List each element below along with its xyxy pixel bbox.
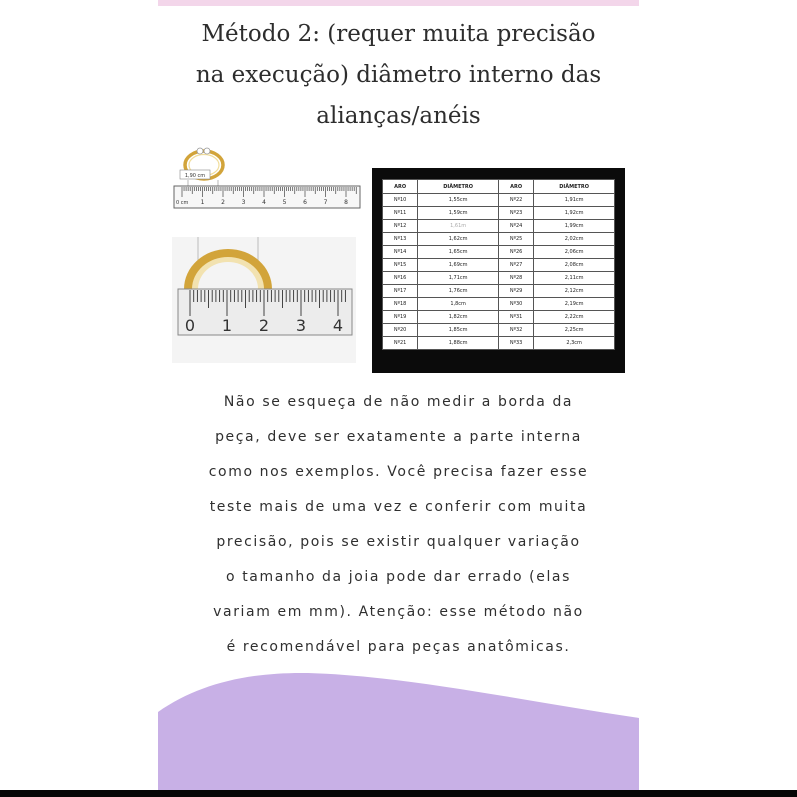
table-row <box>383 272 615 285</box>
instruction-text <box>158 385 639 665</box>
ruler-number: 3 <box>241 199 246 206</box>
table-cell: Nº11 <box>383 207 418 220</box>
table-cell: Nº10 <box>383 194 418 207</box>
decorative-wave <box>158 660 639 790</box>
ring-size-table <box>382 179 615 350</box>
table-cell: Nº25 <box>498 233 533 246</box>
ruler-number: 8 <box>344 199 348 206</box>
bottom-border <box>0 790 797 797</box>
table-row <box>383 298 615 311</box>
table-cell: Nº28 <box>498 272 533 285</box>
table-cell: 1,85cm <box>418 324 499 337</box>
ring-size-table-frame <box>372 168 625 373</box>
table-cell: 2,11cm <box>534 272 615 285</box>
body-line: teste mais de uma vez e conferir com muita <box>209 499 588 515</box>
table-cell: 1,99cm <box>534 220 615 233</box>
ruler-number: 6 <box>303 199 307 206</box>
ruler-number: 5 <box>282 199 287 206</box>
table-cell: Nº18 <box>383 298 418 311</box>
table-cell: Nº27 <box>498 259 533 272</box>
table-cell: Nº21 <box>383 337 418 350</box>
ruler-number: 1 <box>221 316 233 335</box>
table-cell: Nº13 <box>383 233 418 246</box>
instruction-card <box>158 0 639 790</box>
table-cell: 1,65cm <box>418 246 499 259</box>
body-line: é recomendável para peças anatômicas. <box>226 639 571 655</box>
column-header: DIÂMETRO <box>418 180 499 194</box>
table-cell: 1,92cm <box>534 207 615 220</box>
column-header: DIÂMETRO <box>534 180 615 194</box>
table-cell: Nº29 <box>498 285 533 298</box>
title-line: na execução) diâmetro interno das <box>195 62 602 88</box>
table-row <box>383 324 615 337</box>
table-cell: 1,59cm <box>418 207 499 220</box>
band-on-ruler-illustration <box>172 237 356 363</box>
ruler-number: 7 <box>323 199 328 206</box>
table-cell: Nº15 <box>383 259 418 272</box>
table-cell: 2,08cm <box>534 259 615 272</box>
table-row <box>383 207 615 220</box>
table-cell: Nº32 <box>498 324 533 337</box>
table-cell: 1,88cm <box>418 337 499 350</box>
table-row <box>383 337 615 350</box>
table-header-row <box>383 180 615 194</box>
column-header: ARO <box>383 180 418 194</box>
ruler-zero-label: 0 cm <box>176 200 189 206</box>
ruler-number: 2 <box>258 316 270 335</box>
table-cell: 1,61m <box>418 220 499 233</box>
table-cell: Nº20 <box>383 324 418 337</box>
body-line: Não se esqueça de não medir a borda da <box>223 394 574 410</box>
table-cell: 2,19cm <box>534 298 615 311</box>
table-cell: Nº12 <box>383 220 418 233</box>
table-row <box>383 220 615 233</box>
table-cell: Nº22 <box>498 194 533 207</box>
table-cell: 1,91cm <box>534 194 615 207</box>
table-cell: Nº31 <box>498 311 533 324</box>
table-row <box>383 259 615 272</box>
table-cell: 2,12cm <box>534 285 615 298</box>
table-row <box>383 233 615 246</box>
table-cell: 2,02cm <box>534 233 615 246</box>
table-cell: 1,8cm <box>418 298 499 311</box>
body-line: como nos exemplos. Você precisa fazer esse <box>208 464 589 480</box>
title-line: Método 2: (requer muita precisão <box>201 21 596 47</box>
table-cell: 2,22cm <box>534 311 615 324</box>
title-line: alianças/anéis <box>316 103 481 129</box>
page-title <box>168 14 629 137</box>
table-row <box>383 311 615 324</box>
table-row <box>383 246 615 259</box>
table-cell: Nº14 <box>383 246 418 259</box>
table-cell: 1,55cm <box>418 194 499 207</box>
table-cell: 2,3cm <box>534 337 615 350</box>
ruler-number: 2 <box>221 199 225 206</box>
ruler-number: 3 <box>295 316 307 335</box>
body-line: o tamanho da joia pode dar errado (elas <box>225 569 572 585</box>
ruler-number: 0 <box>184 316 196 335</box>
table-cell: Nº24 <box>498 220 533 233</box>
ruler-reading-label: 1,90 cm <box>184 173 206 179</box>
column-header: ARO <box>498 180 533 194</box>
body-line: precisão, pois se existir qualquer variação <box>216 534 581 550</box>
top-accent-strip <box>158 0 639 6</box>
table-cell: 1,82cm <box>418 311 499 324</box>
table-cell: Nº33 <box>498 337 533 350</box>
table-cell: Nº26 <box>498 246 533 259</box>
table-cell: 1,76cm <box>418 285 499 298</box>
table-cell: 2,06cm <box>534 246 615 259</box>
body-line: peça, deve ser exatamente a parte interna <box>215 429 582 445</box>
body-line: variam em mm). Atenção: esse método não <box>213 604 584 620</box>
table-cell: Nº30 <box>498 298 533 311</box>
ruler-number: 4 <box>332 316 344 335</box>
table-cell: Nº16 <box>383 272 418 285</box>
table-cell: 2,25cm <box>534 324 615 337</box>
table-row <box>383 285 615 298</box>
table-cell: 1,69cm <box>418 259 499 272</box>
table-cell: 1,71cm <box>418 272 499 285</box>
table-cell: 1,62cm <box>418 233 499 246</box>
ruler-number: 1 <box>200 199 205 206</box>
ring-on-ruler-illustration <box>172 140 364 216</box>
ruler-number: 4 <box>262 199 266 206</box>
table-cell: Nº23 <box>498 207 533 220</box>
table-cell: Nº17 <box>383 285 418 298</box>
table-cell: Nº19 <box>383 311 418 324</box>
table-row <box>383 194 615 207</box>
